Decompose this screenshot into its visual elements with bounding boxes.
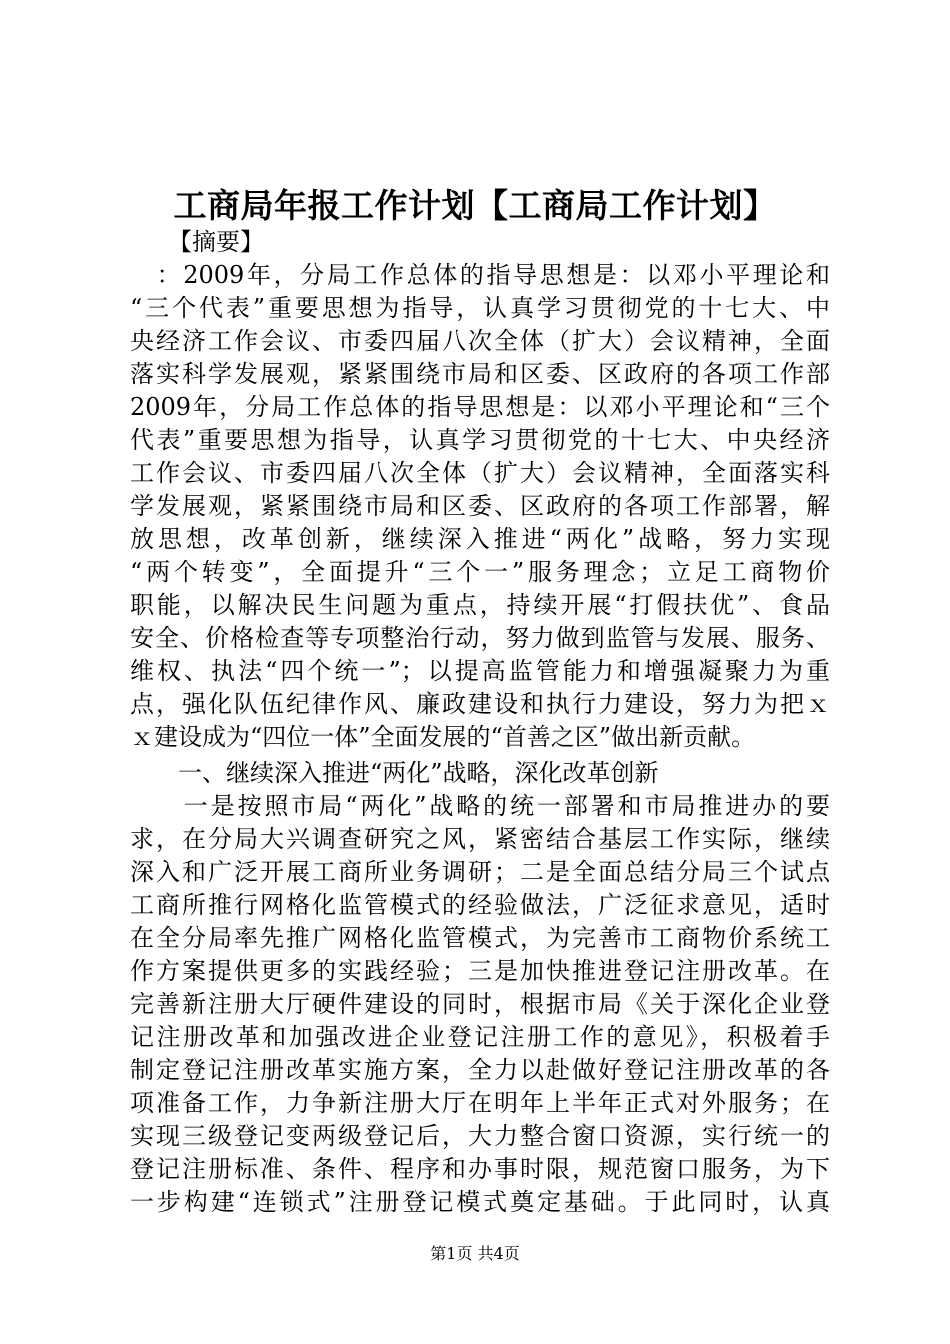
paragraph-line: 完善新注册大厅硬件建设的同时，根据市局《关于深化企业登 (130, 990, 830, 1018)
paragraph-line: 落实科学发展观，紧紧围绕市局和区委、区政府的各项工作部 (130, 360, 830, 388)
abstract-paragraph (130, 259, 830, 754)
section-paragraph (130, 790, 830, 1219)
paragraph-line: 求，在分局大兴调查研究之风，紧密结合基层工作实际，继续 (130, 825, 830, 853)
paragraph-line: 2009年，分局工作总体的指导思想是：以邓小平理论和“三个 (130, 393, 830, 421)
paragraph-line: 在全分局率先推广网格化监管模式，为完善市工商物价系统工 (130, 924, 830, 952)
paragraph-line: 安全、价格检查等专项整治行动，努力做到监管与发展、服务、 (130, 624, 830, 652)
paragraph-line: 制定登记注册改革实施方案，全力以赴做好登记注册改革的各 (130, 1056, 830, 1084)
paragraph-line: 登记注册标准、条件、程序和办事时限，规范窗口服务，为下 (130, 1155, 830, 1183)
paragraph-line: 深入和广泛开展工商所业务调研；二是全面总结分局三个试点 (130, 858, 830, 886)
paragraph-line: 央经济工作会议、市委四届八次全体（扩大）会议精神，全面 (130, 327, 830, 355)
abstract-label: 【摘要】 (168, 228, 264, 256)
paragraph-line: 点，强化队伍纪律作风、廉政建设和执行力建设，努力为把ｘ (130, 690, 830, 718)
paragraph-line: 一步构建“连锁式”注册登记模式奠定基础。于此同时，认真 (130, 1188, 830, 1216)
paragraph-line: 实现三级登记变两级登记后，大力整合窗口资源，实行统一的 (130, 1122, 830, 1150)
paragraph-line: 项准备工作，力争新注册大厅在明年上半年正式对外服务；在 (130, 1089, 830, 1117)
paragraph-line: “两个转变”，全面提升“三个一”服务理念；立足工商物价 (130, 558, 830, 586)
paragraph-line: 职能，以解决民生问题为重点，持续开展“打假扶优”、食品 (130, 591, 830, 619)
paragraph-line: ｘ建设成为“四位一体”全面发展的“首善之区”做出新贡献。 (130, 723, 756, 751)
section-heading: 一、继续深入推进“两化”战略，深化改革创新 (178, 759, 659, 787)
paragraph-line: 一是按照市局“两化”战略的统一部署和市局推进办的要 (130, 792, 830, 820)
paragraph-line: 工作会议、市委四届八次全体（扩大）会议精神，全面落实科 (130, 459, 830, 487)
paragraph-line: ：2009年，分局工作总体的指导思想是：以邓小平理论和 (130, 261, 830, 289)
document-title: 工商局年报工作计划【工商局工作计划】 (173, 186, 777, 225)
paragraph-line: 学发展观，紧紧围绕市局和区委、区政府的各项工作部署，解 (130, 492, 830, 520)
paragraph-line: 维权、执法“四个统一”；以提高监管能力和增强凝聚力为重 (130, 657, 830, 685)
paragraph-line: 放思想，改革创新，继续深入推进“两化”战略，努力实现 (130, 525, 830, 553)
paragraph-line: 代表”重要思想为指导，认真学习贯彻党的十七大、中央经济 (130, 426, 830, 454)
paragraph-line: 工商所推行网格化监管模式的经验做法，广泛征求意见，适时 (130, 891, 830, 919)
paragraph-line: “三个代表”重要思想为指导，认真学习贯彻党的十七大、中 (130, 294, 830, 322)
paragraph-line: 作方案提供更多的实践经验；三是加快推进登记注册改革。在 (130, 957, 830, 985)
page-footer: 第1页 共4页 (430, 1244, 520, 1263)
paragraph-line: 记注册改革和加强改进企业登记注册工作的意见》，积极着手 (130, 1023, 830, 1051)
